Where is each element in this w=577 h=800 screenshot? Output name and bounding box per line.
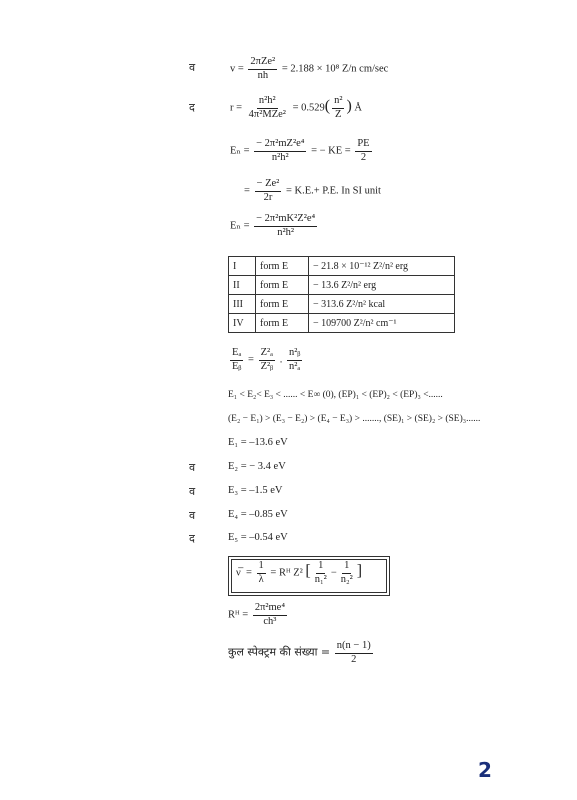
- margin-marker-3: व: [189, 461, 196, 474]
- table-cell: form E: [256, 314, 309, 333]
- equation-energy-3: Eₙ = $\frac{\text{− 2π²mK²Z²e⁴}}{\text{n²h²}}$: [230, 213, 316, 238]
- table-cell: − 13.6 Z²/n² erg: [309, 276, 455, 295]
- energy-value-3: E₃ = –1.5 eV: [228, 485, 283, 496]
- table-row: [229, 295, 455, 314]
- table-row: [229, 314, 455, 333]
- energy-value-5: E₅ = –0.54 eV: [228, 532, 288, 543]
- margin-marker-2: द: [189, 101, 195, 114]
- margin-marker-5: व: [189, 509, 196, 522]
- table-cell: form E: [256, 295, 309, 314]
- energy-value-1: E₁ = –13.6 eV: [228, 437, 288, 448]
- table-cell: form E: [256, 257, 309, 276]
- energy-difference-order-line: (E₂ − E₁) > (E₃ − E₂) > (E₄ − E₃) > ......., (SE)₁ > (SE)₂ > (SE)₃......: [228, 414, 481, 424]
- table-cell: III: [229, 295, 256, 314]
- equation-energy-1: Eₙ = $\frac{\text{− 2π²mZ²e⁴}}{\text{n²h²}}$ = − KE = $\frac{PE}{2}$: [230, 138, 370, 163]
- equation-rydberg: Rᴴ = $\frac{\text{2π²me⁴}}{\text{ch³}}$: [228, 602, 285, 627]
- table-cell: IV: [229, 314, 256, 333]
- energy-forms-table: [228, 256, 455, 333]
- equation-radius: r = $\frac{\text{n²h²}}{\text{4π²MZe²}}$ = 0.529( $\frac{\text{n²}}{Z}$ ) Å: [230, 95, 363, 120]
- table-cell: form E: [256, 276, 309, 295]
- equation-wavenumber: ν̅ = $\frac{1}{\lambda}$ = Rᴴ Z² [ $\frac{1}{\text{n₁²}}$ − $\frac{1}{\text{n₂²}}$ ]: [236, 560, 363, 585]
- table-cell: − 109700 Z²/n² cm⁻¹: [309, 314, 455, 333]
- energy-order-line: E₁ < E₂< E₃ < ...... < E∞ (0), (EP)₁ < (EP)₂ < (EP)₃ <......: [228, 390, 443, 400]
- table-row: [229, 276, 455, 295]
- equation-energy-ratio: $\frac{\text{Eₐ}}{\text{Eᵦ}}$ = $\frac{\text{Z²ₐ}}{\text{Z²ᵦ}}$ . $\frac{\text{n²ᵦ}}{\text{n²ₐ}}$: [232, 347, 301, 372]
- margin-marker-1: व: [189, 61, 196, 74]
- equation-spectral-lines: कुल स्पेक्ट्रम की संख्या = $\frac{n(n - 1)}{2}$: [228, 640, 371, 665]
- page-number: 2: [478, 758, 492, 782]
- table-cell: − 313.6 Z²/n² kcal: [309, 295, 455, 314]
- equation-velocity: v = $\frac{\text{2πZe²}}{nh}$ = 2.188 × 10⁸ Z/n cm/sec: [230, 56, 389, 81]
- equation-energy-2: = $\frac{\text{− Ze²}}{2r}$ = K.E.+ P.E. In SI unit: [244, 178, 381, 203]
- margin-marker-4: व: [189, 485, 196, 498]
- table-cell: II: [229, 276, 256, 295]
- table-cell: − 21.8 × 10⁻¹² Z²/n² erg: [309, 257, 455, 276]
- table-cell: I: [229, 257, 256, 276]
- energy-value-2: E₂ = − 3.4 eV: [228, 461, 286, 472]
- margin-marker-6: द: [189, 532, 195, 545]
- table-row: [229, 257, 455, 276]
- energy-value-4: E₄ = –0.85 eV: [228, 509, 288, 520]
